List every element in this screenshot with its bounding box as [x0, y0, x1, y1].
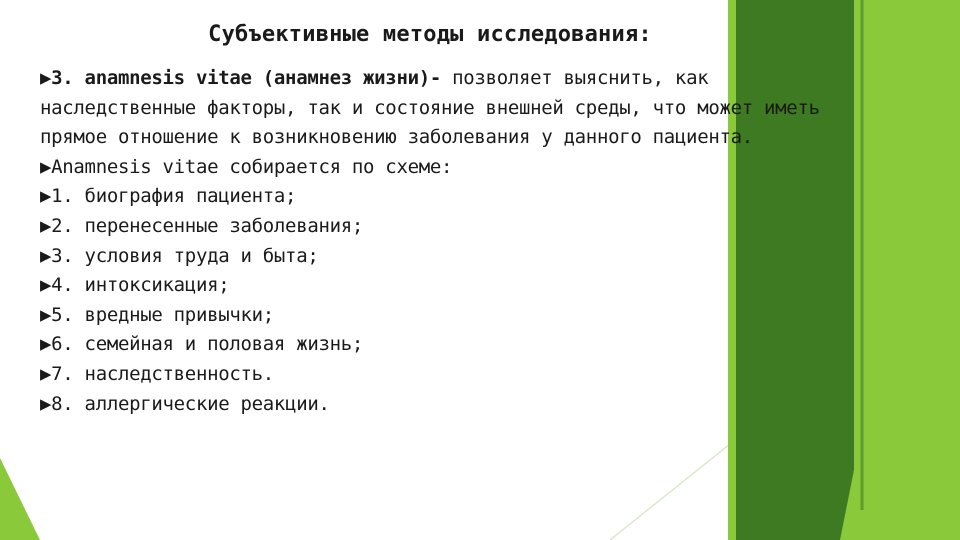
triangle-bullet-icon: ▶: [40, 67, 52, 89]
slide-body: [40, 64, 840, 419]
triangle-bullet-icon: ▶: [40, 333, 52, 356]
decor-corner-triangle: [0, 458, 40, 540]
triangle-bullet-icon: ▶: [40, 392, 52, 415]
list-item: [40, 301, 840, 331]
scheme-text: Anamnesis vitae собирается по схеме:: [51, 155, 453, 178]
list-item: [40, 212, 840, 242]
list-item: [40, 242, 840, 272]
triangle-bullet-icon: ▶: [40, 274, 52, 297]
list-item: [40, 390, 840, 420]
list-item-text: 4. интоксикация;: [51, 274, 230, 297]
slide-title: Субъективные методы исследования:: [208, 22, 652, 47]
list-item-text: 2. перенесенные заболевания;: [51, 214, 364, 237]
triangle-bullet-icon: ▶: [40, 155, 52, 178]
triangle-bullet-icon: ▶: [40, 214, 52, 237]
list-item: [40, 182, 840, 212]
triangle-bullet-icon: ▶: [40, 185, 52, 208]
list-item-text: 1. биография пациента;: [51, 185, 297, 208]
intro-lead: 3. anamnesis vitae (анамнез жизни)-: [51, 67, 442, 89]
list-item-text: 3. условия труда и быта;: [51, 244, 319, 267]
scheme-line: [40, 153, 840, 183]
decor-right-panel: [840, 0, 960, 540]
triangle-bullet-icon: ▶: [40, 303, 52, 326]
list-item-text: 5. вредные привычки;: [51, 303, 274, 326]
list-item-text: 7. наследственность.: [51, 362, 274, 385]
list-item: [40, 271, 840, 301]
list-item-text: 6. семейная и половая жизнь;: [51, 333, 364, 356]
list-item: [40, 360, 840, 390]
triangle-bullet-icon: ▶: [40, 362, 52, 385]
intro-paragraph: [40, 64, 840, 153]
list-item-text: 8. аллергические реакции.: [51, 392, 330, 415]
list-item: [40, 330, 840, 360]
intro-text: позволяет выяснить, как наследственные факторы, так и состояние внешней среды, что может иметь прямое отношение к возникновению заболевания у данного пациента.: [40, 67, 820, 149]
triangle-bullet-icon: ▶: [40, 244, 52, 267]
